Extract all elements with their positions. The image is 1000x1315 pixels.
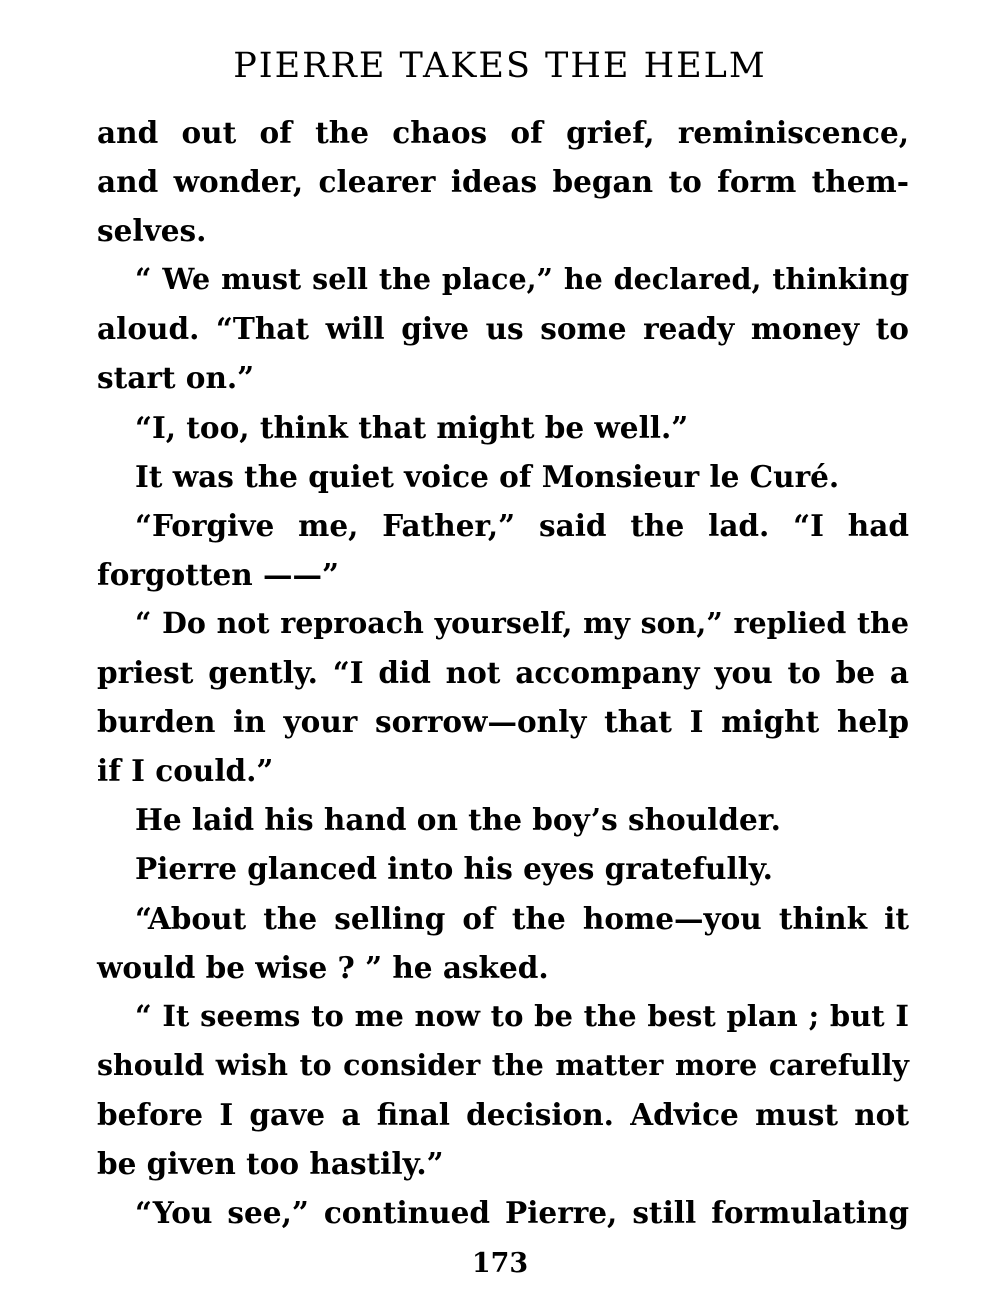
text-line: if I could.” bbox=[97, 753, 274, 789]
text-line: “About the selling of the home—you think it bbox=[135, 900, 909, 936]
running-head: PIERRE TAKES THE HELM bbox=[233, 46, 767, 86]
text-line: It was the quiet voice of Monsieur le Curé. bbox=[135, 458, 840, 494]
body-text bbox=[97, 108, 909, 1237]
text-line: before I gave a final decision. Advice must not bbox=[97, 1096, 909, 1132]
text-line: “ Do not reproach yourself, my son,” replied the bbox=[135, 605, 909, 640]
text-line: “ It seems to me now to be the best plan ; but I bbox=[135, 998, 909, 1033]
text-line: aloud. “That will give us some ready money to bbox=[97, 311, 909, 347]
text-line: priest gently. “I did not accompany you to be a bbox=[97, 655, 909, 691]
text-line: “I, too, think that might be well.” bbox=[135, 409, 689, 445]
text-line: burden in your sorrow—only that I might help bbox=[97, 704, 909, 740]
text-line: start on.” bbox=[97, 360, 255, 396]
text-line: be given too hastily.” bbox=[97, 1145, 444, 1181]
text-line: “You see,” continued Pierre, still formulating bbox=[135, 1195, 909, 1231]
text-line: Pierre glanced into his eyes gratefully. bbox=[135, 851, 773, 887]
text-line: “ We must sell the place,” he declared, thinking bbox=[135, 262, 909, 297]
text-line: forgotten ——” bbox=[97, 556, 339, 592]
text-line: should wish to consider the matter more carefully bbox=[97, 1047, 909, 1082]
text-line: and wonder, clearer ideas began to form them- bbox=[97, 164, 909, 200]
text-line: selves. bbox=[97, 213, 207, 249]
text-line: and out of the chaos of grief, reminiscence, bbox=[97, 115, 909, 150]
text-line: would be wise ? ” he asked. bbox=[97, 949, 549, 985]
text-line: He laid his hand on the boy’s shoulder. bbox=[135, 802, 781, 838]
text-line: “Forgive me, Father,” said the lad. “I had bbox=[135, 507, 909, 543]
page-number: 173 bbox=[471, 1248, 529, 1279]
